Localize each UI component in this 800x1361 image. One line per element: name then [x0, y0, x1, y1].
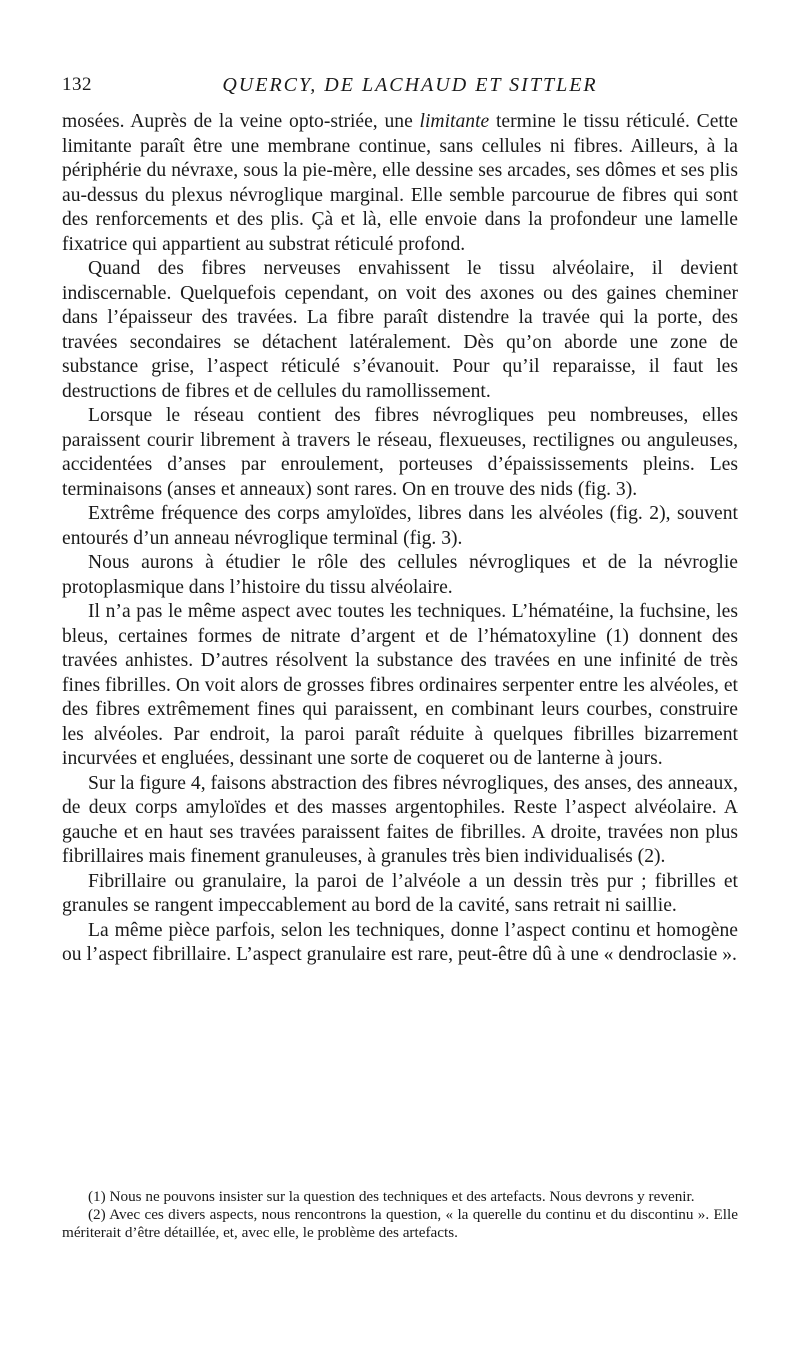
- page-header: [62, 74, 738, 104]
- paragraph-text-start: mosées. Auprès de la veine opto-striée, une: [62, 111, 420, 132]
- paragraph: La même pièce parfois, selon les techniques, donne l’aspect continu et homogène ou l’aspect fibrillaire. L’aspect granulaire est rare, peut-être dû à une « dendroclasie ».: [62, 919, 738, 965]
- paragraph: Sur la figure 4, faisons abstraction des fibres névrogliques, des anses, des anneaux, de deux corps amyloïdes et des masses argentophiles. Reste l’aspect alvéolaire. A gauche et en haut ses travées paraissent faites de fibrilles. A droite, travées non plus fibrillaires mais finement granuleuses, à granules très bien individualisés (2).: [62, 772, 738, 867]
- paragraph: Extrême fréquence des corps amyloïdes, libres dans les alvéoles (fig. 2), souvent entourés d’un anneau névroglique terminal (fig. 3).: [62, 503, 738, 549]
- paragraph: [62, 110, 738, 257]
- emphasized-term: limitante: [419, 111, 490, 132]
- running-head: QUERCY, DE LACHAUD ET SITTLER: [222, 74, 598, 96]
- paragraph: Nous aurons à étudier le rôle des cellules névrogliques et de la névroglie protoplasmique dans l’histoire du tissu alvéolaire.: [62, 552, 738, 598]
- footnotes: [62, 1188, 738, 1242]
- footnote-1: (1) Nous ne pouvons insister sur la question des techniques et des artefacts. Nous devrons y revenir.: [88, 1188, 695, 1205]
- paragraph: Quand des fibres nerveuses envahissent le tissu alvéolaire, il devient indiscernable. Quelquefois cependant, on voit des axones ou des gaines cheminer dans l’épaisseur des travées. La fibre paraît distendre la travée qui la porte, des travées secondaires se détachent latéralement. Dès qu’on aborde une zone de substance grise, l’aspect réticulé s’évanouit. Pour qu’il reparaisse, il faut les destructions de fibres et de cellules du ramollissement.: [62, 258, 738, 402]
- paragraph: Il n’a pas le même aspect avec toutes les techniques. L’hématéine, la fuchsine, les bleus, certaines formes de nitrate d’argent et de l’hématoxyline (1) donnent des travées anhistes. D’autres résolvent la substance des travées en une infinité de très fines fibrilles. On voit alors de grosses fibres ordinaires serpenter entre les alvéoles, et des fibres extrêmement fines qui paraissent, en combinant leurs courbes, construire les alvéoles. Par endroit, la paroi paraît réduite à quelques fibrilles bizarrement incurvées et engluées, dessinant une sorte de coqueret ou de lanterne à jours.: [62, 601, 738, 769]
- body-text: [62, 110, 738, 968]
- paragraph: Lorsque le réseau contient des fibres névrogliques peu nombreuses, elles paraissent courir librement à travers le réseau, flexueuses, rectilignes ou anguleuses, accidentées d’anses par enroulement, porteuses d’épaississements pleins. Les terminaisons (anses et anneaux) sont rares. On en trouve des nids (fig. 3).: [62, 405, 738, 500]
- page-number: 132: [62, 74, 92, 95]
- paragraph-text-end: termine le tissu réticulé. Cette limitante paraît être une membrane continue, sans cellules ni fibres. Ailleurs, à la périphérie du névraxe, sous la pie-mère, elle dessine ses arcades, ses dômes et ses plis au-dessus du plexus névroglique marginal. Elle semble parcourue de fibres qui sont des renforcements et des plis. Çà et là, elle envoie dans la profondeur une lamelle fixatrice qui appartient au substrat réticulé profond.: [62, 111, 738, 255]
- footnote-2: (2) Avec ces divers aspects, nous rencontrons la question, « la querelle du continu et du discontinu ». Elle mériterait d’être détaillée, et, avec elle, le problème des artefacts.: [62, 1206, 738, 1241]
- paragraph: Fibrillaire ou granulaire, la paroi de l’alvéole a un dessin très pur ; fibrilles et granules se rangent impeccablement au bord de la cavité, sans retrait ni saillie.: [62, 870, 738, 916]
